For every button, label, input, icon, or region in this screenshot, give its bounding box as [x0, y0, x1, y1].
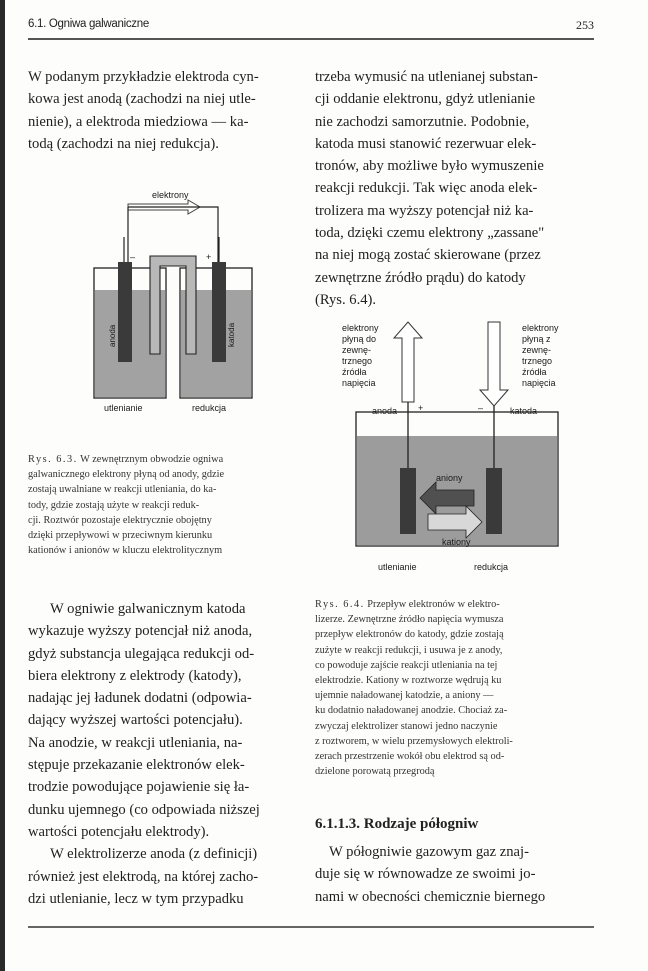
left-p2-line: dający wyższej wartości potencjału).: [28, 712, 243, 729]
right-p1-line: (Rys. 6.4).: [315, 291, 377, 308]
right-p1-line: na niej mogą zostać skierowane (przez: [315, 247, 541, 264]
fig64-right-label-line: źródła: [522, 367, 547, 377]
left-p3-line: W elektrolizerze anoda (z definicji): [50, 846, 258, 863]
fig63-anode-electrode: [118, 262, 132, 362]
fig64-left-label-line: zewnę-: [342, 345, 372, 355]
fig64-right-label-line: napięcia: [522, 378, 556, 388]
right-p1-line: reakcji redukcji. Tak więc anoda elek-: [315, 180, 538, 197]
intro-line: todą (zachodzi na niej redukcja).: [28, 135, 219, 152]
section-p-line: duje się w równowadze ze swoimi jo-: [315, 866, 536, 883]
caption-6-4-line: lizerze. Zewnętrzne źródło napięcia wymusza: [315, 614, 504, 626]
caption-6-4-line: zwyczaj elektrolizer stanowi jedno naczynie: [315, 720, 498, 732]
fig64-right-label-line: trznego: [522, 356, 553, 366]
intro-line: nienie), a elektroda miedziowa — ka-: [28, 113, 249, 130]
fig64-anode-electrode: [400, 468, 416, 534]
fig64-reduction-label: redukcja: [474, 562, 509, 572]
fig64-plus-sign: +: [418, 403, 424, 413]
right-p1-line: nie zachodzi samorzutnie. Podobnie,: [315, 113, 530, 130]
caption-6-3-line: kationów i anionów w kluczu elektrolitycznym: [28, 545, 223, 557]
caption-6-3-line: dzięki przepływowi w przeciwnym kierunku: [28, 530, 213, 542]
fig64-down-arrow-icon: [480, 322, 508, 406]
left-p3-line: dzi utlenianie, lecz w tym przypadku: [28, 890, 244, 907]
caption-6-4-line: zużyte w reakcji redukcji, i usuwa je z anody,: [315, 644, 503, 656]
left-p2-line: stępuje przekazanie elektronów elek-: [28, 757, 245, 774]
left-p2-line: W ogniwie galwanicznym katoda: [50, 601, 246, 617]
caption-6-4-line: ujemnie naładowanej katodzie, a aniony —: [315, 690, 494, 702]
left-p2-line: gdyż substancja ulegająca redukcji od-: [28, 645, 255, 662]
intro-paragraph: [28, 66, 290, 155]
running-head: 6.1. Ogniwa galwaniczne: [28, 18, 149, 30]
caption-6-4: [315, 597, 594, 779]
caption-6-4-line: zerach przestrzenie wokół obu elektrod są od-: [315, 751, 505, 763]
right-p1-line: zewnętrzne źródło prądu) do katody: [315, 269, 526, 286]
section-heading-block: [315, 816, 594, 833]
caption-6-3-line: tody, gdzie zostają użyte w reakcji reduk-: [28, 499, 200, 511]
header-rule: [28, 38, 594, 40]
fig63-wire-right: [128, 207, 218, 262]
fig64-cathode-electrode: [486, 468, 502, 534]
fig64-left-label-line: płyną do: [342, 334, 377, 344]
right-paragraph-1: [315, 66, 594, 311]
fig63-reduction-label: redukcja: [192, 403, 227, 413]
left-p2-line: dunku ujemnego (co odpowiada niższej: [28, 801, 260, 818]
fig64-cations-label: kationy: [442, 537, 471, 547]
fig64-anions-label: aniony: [436, 473, 463, 483]
fig64-right-label-line: zewnę-: [522, 345, 552, 355]
fig64-left-label-line: napięcia: [342, 378, 376, 388]
intro-line: W podanym przykładzie elektroda cyn-: [28, 69, 259, 85]
caption-6-3-label: Rys. 6.3.: [28, 454, 78, 465]
fig64-oxidation-label: utlenianie: [378, 562, 417, 572]
caption-6-4-line: elektrodzie. Kationy w roztworze wędrują ku: [315, 675, 502, 687]
fig64-minus-sign: –: [478, 403, 484, 413]
fig64-up-arrow-icon: [394, 322, 422, 402]
section-heading: 6.1.1.3. Rodzaje półogniw: [315, 816, 479, 832]
fig63-plus-sign: +: [206, 252, 212, 262]
fig63-oxidation-label: utlenianie: [104, 403, 143, 413]
left-p2-line: biera elektrony z elektrody (katody),: [28, 667, 242, 684]
right-p1-line: cji oddanie elektronu, gdyż utlenianie: [315, 91, 536, 108]
fig64-right-label-line: płyną z: [522, 334, 551, 344]
caption-6-4-line: dzielone porowatą przegrodą: [315, 766, 435, 778]
fig63-minus-sign: –: [130, 252, 136, 262]
section-p-line: nami w obecności chemicznie biernego: [315, 888, 546, 905]
fig64-left-label-line: trznego: [342, 356, 373, 366]
figure-6-3-galvanic-cell: [88, 182, 258, 414]
fig63-anode-label: anoda: [108, 324, 117, 347]
caption-6-3-line: W zewnętrznym obwodzie ogniwa: [80, 454, 224, 465]
right-p1-line: toda, dzięki czemu elektrony „zassane": [315, 225, 545, 242]
fig64-right-label-line: elektrony: [522, 323, 559, 333]
left-p2-line: Na anodzie, w reakcji utleniania, na-: [28, 734, 243, 751]
fig63-cathode-label: katoda: [227, 322, 236, 347]
caption-6-4-line: z roztworem, w wielu przemysłowych elektroli-: [315, 735, 513, 747]
right-p1-line: trzeba wymusić na utlenianej substan-: [315, 69, 538, 85]
fig63-salt-bridge: [150, 256, 196, 354]
caption-6-4-line: przepływ elektronów do katody, gdzie zostają: [315, 629, 504, 641]
caption-6-4-label: Rys. 6.4.: [315, 599, 365, 610]
fig64-anode-label: anoda: [372, 406, 398, 416]
fig63-cathode-electrode: [212, 262, 226, 362]
page-edge-shadow: [0, 0, 5, 971]
left-p2-line: trodzie powodujące pojawienie się ła-: [28, 779, 250, 796]
section-paragraph: [315, 841, 594, 908]
left-paragraph-2: [28, 598, 290, 910]
fig64-right-label: [522, 323, 561, 388]
caption-6-3: [28, 452, 290, 558]
left-p2-line: wartości potencjału elektrody).: [28, 823, 210, 840]
caption-6-3-line: zostają uwalniane w reakcji utleniania, do ka-: [28, 484, 217, 496]
left-p2-line: wykazuje wyższy potencjał niż anoda,: [28, 623, 253, 640]
caption-6-4-line: co powoduje zajście reakcji utleniania na tej: [315, 659, 498, 671]
footer-rule: [28, 926, 594, 928]
fig64-cathode-label: katoda: [510, 406, 538, 416]
caption-6-4-line: Przepływ elektronów w elektro-: [367, 599, 500, 610]
left-p3-line: również jest elektrodą, na której zacho-: [28, 868, 259, 885]
fig64-left-label: [342, 323, 381, 388]
fig64-left-label-line: elektrony: [342, 323, 379, 333]
caption-6-4-line: ku dodatnio naładowanej anodzie. Chociaż za-: [315, 705, 508, 717]
fig63-electrons-label: elektrony: [152, 190, 189, 200]
right-p1-line: trolizera ma wyższy potencjał niż ka-: [315, 202, 534, 219]
right-p1-line: tronów, aby możliwe było wymuszenie: [315, 158, 544, 175]
intro-line: kowa jest anodą (zachodzi na niej utle-: [28, 91, 256, 108]
caption-6-3-line: cji. Roztwór pozostaje elektrycznie obojętny: [28, 514, 212, 526]
fig64-left-label-line: źródła: [342, 367, 367, 377]
section-p-line: W półogniwie gazowym gaz znaj-: [329, 844, 529, 860]
caption-6-3-line: galwanicznego elektrony płyną od anody, gdzie: [28, 469, 225, 481]
page-number: 253: [576, 18, 594, 32]
left-p2-line: nadając jej ładunek dodatni (odpowia-: [28, 690, 252, 707]
right-p1-line: katoda musi stanowić rezerwuar elek-: [315, 135, 537, 152]
figure-6-4-electrolyser: [336, 318, 578, 576]
